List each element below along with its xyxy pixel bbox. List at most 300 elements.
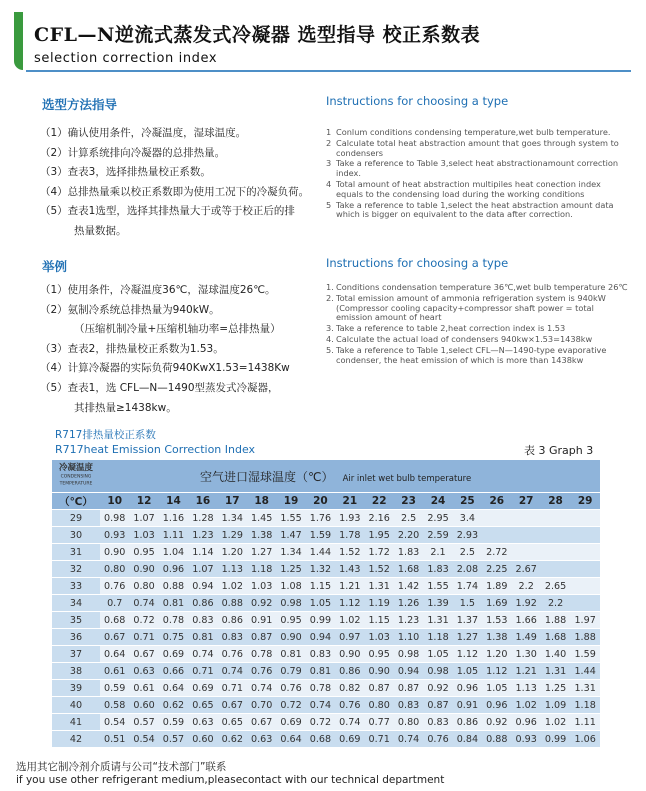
table-row (52, 697, 600, 714)
table-cell: 0.62 (159, 697, 188, 714)
instruction-item: 5 Take a reference to table 1,select the heat abstraction amount data which is bigger on equivalent to the data after correction. (326, 199, 614, 220)
table-cell: 1.30 (511, 646, 540, 663)
table-cell: 0.54 (100, 714, 129, 731)
table-cell: 0.7 (100, 595, 129, 612)
table-row (52, 731, 600, 748)
table-cell (482, 510, 511, 527)
table-cell: 1.97 (570, 612, 600, 629)
column-header: 27 (511, 493, 540, 510)
table-cell: 1.23 (394, 612, 423, 629)
table-cell: 1.23 (188, 527, 217, 544)
table-cell: 2.72 (482, 544, 511, 561)
table-cell: 1.25 (276, 561, 305, 578)
row-temperature: 37 (52, 646, 100, 663)
column-header: 21 (335, 493, 364, 510)
column-header: 16 (188, 493, 217, 510)
table-row (52, 663, 600, 680)
column-header: 12 (129, 493, 158, 510)
row-temperature: 38 (52, 663, 100, 680)
table-cell: 0.81 (306, 663, 335, 680)
table-cell: 0.67 (247, 714, 276, 731)
table-cell: 1.15 (365, 612, 394, 629)
table-cell: 1.43 (335, 561, 364, 578)
table-cell: 0.81 (188, 629, 217, 646)
table-cell: 0.63 (188, 714, 217, 731)
table-cell: 2.95 (423, 510, 452, 527)
table-cell: 0.76 (423, 731, 452, 748)
table-cell: 1.47 (276, 527, 305, 544)
row-temperature: 40 (52, 697, 100, 714)
table-cell: 1.31 (570, 680, 600, 697)
table-cell: 1.92 (511, 595, 540, 612)
table-cell: 1.66 (511, 612, 540, 629)
table-cell: 0.66 (159, 663, 188, 680)
table-cell: 0.87 (423, 697, 452, 714)
table-cell: 0.83 (423, 714, 452, 731)
table-cell: 1.38 (482, 629, 511, 646)
unit-header: （℃） (52, 493, 100, 510)
table-cell: 1.40 (541, 646, 570, 663)
table-cell: 2.67 (511, 561, 540, 578)
table-cell: 1.14 (188, 544, 217, 561)
method-item: （2）计算系统排向冷凝器的总排热量。 (40, 146, 226, 159)
table-cell: 0.64 (276, 731, 305, 748)
table-cell: 0.65 (188, 697, 217, 714)
table-cell: 0.60 (188, 731, 217, 748)
row-temperature: 30 (52, 527, 100, 544)
table-row (52, 680, 600, 697)
table-cell: 0.61 (129, 680, 158, 697)
table-cell: 0.79 (276, 663, 305, 680)
table-cell: 2.93 (453, 527, 482, 544)
example-item: （压缩机制冷量+压缩机轴功率=总排热量） (74, 323, 281, 336)
table-cell (511, 527, 540, 544)
table-cell: 1.03 (365, 629, 394, 646)
column-header: 24 (423, 493, 452, 510)
instruction-item: 4. Calculate the actual load of condensers 940kw×1.53=1438kw (326, 333, 593, 344)
column-header: 22 (365, 493, 394, 510)
table-cell: 2.20 (394, 527, 423, 544)
table-row (52, 510, 600, 527)
row-temperature: 36 (52, 629, 100, 646)
table-cell: 1.27 (247, 544, 276, 561)
table-cell: 0.86 (335, 663, 364, 680)
table-cell: 0.80 (100, 561, 129, 578)
table-cell: 1.13 (218, 561, 247, 578)
column-header: 19 (276, 493, 305, 510)
table-cell: 1.83 (394, 544, 423, 561)
column-header: 23 (394, 493, 423, 510)
table-cell: 1.31 (423, 612, 452, 629)
table-cell: 2.2 (511, 578, 540, 595)
table-row (52, 629, 600, 646)
table-cell: 1.89 (482, 578, 511, 595)
column-header: 29 (570, 493, 600, 510)
table-cell: 0.68 (100, 612, 129, 629)
table-cell: 0.75 (159, 629, 188, 646)
row-temperature: 34 (52, 595, 100, 612)
table-cell: 1.06 (570, 731, 600, 748)
table-cell: 0.78 (247, 646, 276, 663)
table-cell: 1.18 (570, 697, 600, 714)
table-cell: 1.34 (218, 510, 247, 527)
table-cell: 0.71 (188, 663, 217, 680)
table-cell: 0.72 (129, 612, 158, 629)
table-cell: 1.15 (306, 578, 335, 595)
table-cell: 1.27 (453, 629, 482, 646)
table-cell: 3.4 (453, 510, 482, 527)
column-header: 28 (541, 493, 570, 510)
table-cell: 0.59 (100, 680, 129, 697)
wet-bulb-header: 空气进口湿球温度（℃） Air inlet wet bulb temperature (100, 460, 600, 493)
column-header: 20 (306, 493, 335, 510)
table-cell: 0.92 (423, 680, 452, 697)
table-cell: 1.76 (306, 510, 335, 527)
table-cell: 0.80 (365, 697, 394, 714)
example-item: （1）使用条件，冷凝温度36℃，湿球温度26℃。 (40, 284, 276, 296)
table-cell: 0.95 (365, 646, 394, 663)
table-cell: 1.44 (570, 663, 600, 680)
table-cell: 1.08 (276, 578, 305, 595)
example-item: 其排热量≥1438kw。 (74, 401, 177, 414)
table-cell: 0.76 (276, 680, 305, 697)
table-cell: 1.38 (247, 527, 276, 544)
row-temperature: 35 (52, 612, 100, 629)
table-cell: 1.19 (365, 595, 394, 612)
table-cell: 1.12 (482, 663, 511, 680)
example-heading: 举例 (42, 259, 68, 274)
table-cell: 1.07 (129, 510, 158, 527)
table-cell: 0.74 (247, 680, 276, 697)
table-cell: 1.55 (423, 578, 452, 595)
table-cell: 1.53 (482, 612, 511, 629)
table-row (52, 561, 600, 578)
table-cell: 1.02 (541, 714, 570, 731)
table-cell: 2.1 (423, 544, 452, 561)
table-cell: 1.12 (335, 595, 364, 612)
table-title-zh: R717排热量校正系数 (55, 429, 156, 441)
table-cell: 0.67 (100, 629, 129, 646)
table-cell: 0.99 (306, 612, 335, 629)
table-cell: 1.44 (306, 544, 335, 561)
table-cell: 1.31 (365, 578, 394, 595)
table-cell: 1.10 (394, 629, 423, 646)
table-row (52, 646, 600, 663)
table-cell: 1.59 (306, 527, 335, 544)
table-cell: 0.67 (129, 646, 158, 663)
table-cell: 0.57 (159, 731, 188, 748)
table-cell: 1.02 (511, 697, 540, 714)
row-temperature: 31 (52, 544, 100, 561)
table-cell: 0.92 (482, 714, 511, 731)
table-cell: 0.71 (129, 629, 158, 646)
example-item: （2）氨制冷系统总排热量为940kW。 (40, 303, 220, 316)
example-list (40, 281, 320, 418)
table-cell: 1.68 (541, 629, 570, 646)
table-cell: 1.04 (159, 544, 188, 561)
table-cell: 0.64 (100, 646, 129, 663)
table-cell: 0.87 (365, 680, 394, 697)
table-cell: 0.86 (218, 612, 247, 629)
table-cell: 1.13 (511, 680, 540, 697)
table-cell: 0.95 (276, 612, 305, 629)
method-item: （3）查表3，选择排热量校正系数。 (40, 166, 211, 179)
instructions-list (326, 128, 626, 221)
table-cell: 1.28 (188, 510, 217, 527)
table-cell: 0.54 (129, 731, 158, 748)
table-cell (511, 544, 540, 561)
table-cell: 0.98 (100, 510, 129, 527)
column-header: 18 (247, 493, 276, 510)
table-cell: 1.78 (335, 527, 364, 544)
table-cell: 1.95 (365, 527, 394, 544)
example-item: （4）计算冷凝器的实际负荷940KwX1.53=1438Kw (40, 362, 290, 375)
table-cell: 0.98 (394, 646, 423, 663)
table-cell: 0.88 (159, 578, 188, 595)
table-row (52, 595, 600, 612)
table-cell: 0.86 (188, 595, 217, 612)
table-cell (570, 527, 600, 544)
column-header: 10 (100, 493, 129, 510)
instruction-item: 5. Take a reference to Table 1,select CFL—N—1490-type evaporative condenser, the heat emission of which is more than 1438kw (326, 344, 607, 365)
table-cell: 0.71 (218, 680, 247, 697)
table-cell: 0.83 (218, 629, 247, 646)
instructions-heading: Instructions for choosing a type (326, 94, 509, 108)
table-cell: 2.2 (541, 595, 570, 612)
table-cell: 1.07 (188, 561, 217, 578)
table-cell (570, 510, 600, 527)
table-cell (482, 527, 511, 544)
table-cell: 0.93 (511, 731, 540, 748)
column-header: 14 (159, 493, 188, 510)
table-cell: 0.90 (100, 544, 129, 561)
table-cell: 2.65 (541, 578, 570, 595)
instruction-item: 2 Calculate total heat abstraction amount that goes through system to condensers (326, 137, 619, 158)
correction-table (52, 460, 600, 748)
table-cell: 0.90 (335, 646, 364, 663)
table-cell: 1.11 (570, 714, 600, 731)
page-header (14, 12, 631, 72)
table-cell: 0.90 (129, 561, 158, 578)
table-cell: 1.59 (570, 646, 600, 663)
table-cell: 0.72 (276, 697, 305, 714)
table-cell: 0.63 (247, 731, 276, 748)
table-cell: 0.96 (159, 561, 188, 578)
table-cell: 0.87 (247, 629, 276, 646)
footer-note-zh: 选用其它制冷剂介质请与公司“技术部门”联系 (16, 761, 227, 773)
table-cell: 1.37 (453, 612, 482, 629)
table-cell: 1.21 (335, 578, 364, 595)
graph-label: 表 3 Graph 3 (524, 444, 594, 457)
table-cell: 2.08 (453, 561, 482, 578)
table-cell: 0.80 (394, 714, 423, 731)
table-cell: 0.69 (335, 731, 364, 748)
table-cell: 0.70 (247, 697, 276, 714)
table-cell: 0.69 (188, 680, 217, 697)
table-cell: 0.97 (335, 629, 364, 646)
method-item: （4）总排热量乘以校正系数即为使用工况下的冷凝负荷。 (40, 185, 310, 198)
table-cell: 0.62 (218, 731, 247, 748)
instructions-list-2 (326, 283, 630, 366)
table-cell: 0.76 (335, 697, 364, 714)
table-cell: 0.60 (129, 697, 158, 714)
row-temperature: 32 (52, 561, 100, 578)
table-cell: 0.51 (100, 731, 129, 748)
table-cell: 1.83 (423, 561, 452, 578)
instruction-item: 3. Take a reference to table 2,heat correction index is 1.53 (326, 323, 566, 334)
table-cell: 1.26 (394, 595, 423, 612)
table-cell: 1.16 (159, 510, 188, 527)
table-cell: 1.20 (218, 544, 247, 561)
table-cell: 1.88 (570, 629, 600, 646)
table-cell: 0.92 (247, 595, 276, 612)
table-cell: 1.18 (423, 629, 452, 646)
table-cell: 1.45 (247, 510, 276, 527)
table-cell: 1.18 (247, 561, 276, 578)
table-cell: 0.58 (100, 697, 129, 714)
table-cell: 2.59 (423, 527, 452, 544)
table-cell: 1.5 (453, 595, 482, 612)
table-cell: 0.76 (100, 578, 129, 595)
table-cell: 0.94 (394, 663, 423, 680)
table-cell: 0.81 (276, 646, 305, 663)
table-cell: 0.96 (453, 680, 482, 697)
instruction-item: 1 Conlum conditions condensing temperature,wet bulb temperature. (326, 127, 611, 137)
table-cell (570, 544, 600, 561)
correction-grid (52, 460, 600, 748)
table-cell: 0.84 (453, 731, 482, 748)
table-cell: 0.74 (129, 595, 158, 612)
table-cell (541, 561, 570, 578)
table-cell: 0.99 (541, 731, 570, 748)
table-cell: 1.21 (511, 663, 540, 680)
instruction-item: 3 Take a reference to Table 3,select heat abstractionamount correction index. (326, 158, 619, 179)
table-cell: 0.74 (218, 663, 247, 680)
table-cell: 1.05 (482, 680, 511, 697)
table-cell: 0.78 (159, 612, 188, 629)
table-cell: 1.32 (306, 561, 335, 578)
table-cell: 0.93 (100, 527, 129, 544)
table-cell: 1.68 (394, 561, 423, 578)
table-cell: 0.98 (276, 595, 305, 612)
table-cell: 0.65 (218, 714, 247, 731)
table-row (52, 578, 600, 595)
table-cell: 1.55 (276, 510, 305, 527)
table-cell: 0.67 (218, 697, 247, 714)
table-cell (511, 510, 540, 527)
table-cell: 0.74 (306, 697, 335, 714)
table-cell: 0.80 (129, 578, 158, 595)
page-title: CFL—N逆流式蒸发式冷凝器 选型指导 校正系数表 (34, 24, 481, 46)
table-cell (541, 527, 570, 544)
green-accent-bar (14, 12, 23, 70)
table-cell: 0.74 (188, 646, 217, 663)
table-cell: 1.02 (335, 612, 364, 629)
table-cell: 1.03 (129, 527, 158, 544)
row-temperature: 29 (52, 510, 100, 527)
table-cell (541, 544, 570, 561)
table-row (52, 714, 600, 731)
table-cell: 1.34 (276, 544, 305, 561)
table-cell: 1.88 (541, 612, 570, 629)
table-cell: 0.83 (306, 646, 335, 663)
table-cell (541, 510, 570, 527)
table-cell: 0.72 (306, 714, 335, 731)
table-cell: 0.90 (365, 663, 394, 680)
table-cell: 0.78 (306, 680, 335, 697)
table-cell: 1.69 (482, 595, 511, 612)
table-cell: 1.05 (423, 646, 452, 663)
table-cell: 1.93 (335, 510, 364, 527)
instruction-item: 1. Conditions condensation temperature 36℃,wet bulb temperature 26℃ (326, 282, 628, 292)
table-cell: 0.74 (335, 714, 364, 731)
table-cell: 0.94 (306, 629, 335, 646)
table-cell: 1.11 (159, 527, 188, 544)
table-cell: 0.83 (394, 697, 423, 714)
corner-header: 冷凝温度 CONDENSING TEMPERATURE (52, 460, 100, 493)
table-cell: 0.96 (482, 697, 511, 714)
table-cell: 2.25 (482, 561, 511, 578)
instruction-item: 4 Total amount of heat abstraction multipiles heat conection index equals to the condensing load during the working conditions (326, 178, 601, 199)
table-cell: 0.74 (394, 731, 423, 748)
method-item: （1）确认使用条件，冷凝温度，湿球温度。 (40, 127, 247, 139)
row-temperature: 42 (52, 731, 100, 748)
table-cell: 0.90 (276, 629, 305, 646)
method-heading: 选型方法指导 (42, 97, 118, 112)
example-item: （3）查表2，排热量校正系数为1.53。 (40, 342, 224, 355)
column-header: 26 (482, 493, 511, 510)
table-cell: 1.29 (218, 527, 247, 544)
table-cell: 1.52 (335, 544, 364, 561)
table-cell (570, 561, 600, 578)
table-row (52, 527, 600, 544)
table-cell: 1.20 (482, 646, 511, 663)
table-cell: 0.69 (159, 646, 188, 663)
table-row (52, 612, 600, 629)
table-cell: 0.76 (218, 646, 247, 663)
row-temperature: 39 (52, 680, 100, 697)
table-cell: 0.87 (394, 680, 423, 697)
table-cell (570, 595, 600, 612)
table-cell: 0.77 (365, 714, 394, 731)
table-cell: 1.31 (541, 663, 570, 680)
table-cell: 1.39 (423, 595, 452, 612)
table-cell: 0.76 (247, 663, 276, 680)
table-cell: 2.16 (365, 510, 394, 527)
table-cell: 1.05 (306, 595, 335, 612)
table-cell: 0.83 (188, 612, 217, 629)
footer-note-en: if you use other refrigerant medium,pleasecontact with our technical department (16, 774, 445, 786)
table-cell: 0.69 (276, 714, 305, 731)
table-cell: 0.57 (129, 714, 158, 731)
table-cell: 0.82 (335, 680, 364, 697)
method-item: 热量数据。 (74, 224, 127, 237)
table-cell: 2.5 (394, 510, 423, 527)
table-cell: 0.81 (159, 595, 188, 612)
table-cell: 1.52 (365, 561, 394, 578)
row-temperature: 41 (52, 714, 100, 731)
table-cell: 1.09 (541, 697, 570, 714)
row-temperature: 33 (52, 578, 100, 595)
table-cell: 0.64 (159, 680, 188, 697)
method-list (40, 124, 320, 242)
table-cell: 0.94 (188, 578, 217, 595)
table-cell: 1.42 (394, 578, 423, 595)
table-cell: 0.96 (511, 714, 540, 731)
table-cell: 1.05 (453, 663, 482, 680)
table-cell: 1.49 (511, 629, 540, 646)
instruction-item: 2. Total emission amount of ammonia refrigeration system is 940kW (Compressor cooling capacity+compressor shaft power = total emission amount of heart (326, 292, 606, 323)
